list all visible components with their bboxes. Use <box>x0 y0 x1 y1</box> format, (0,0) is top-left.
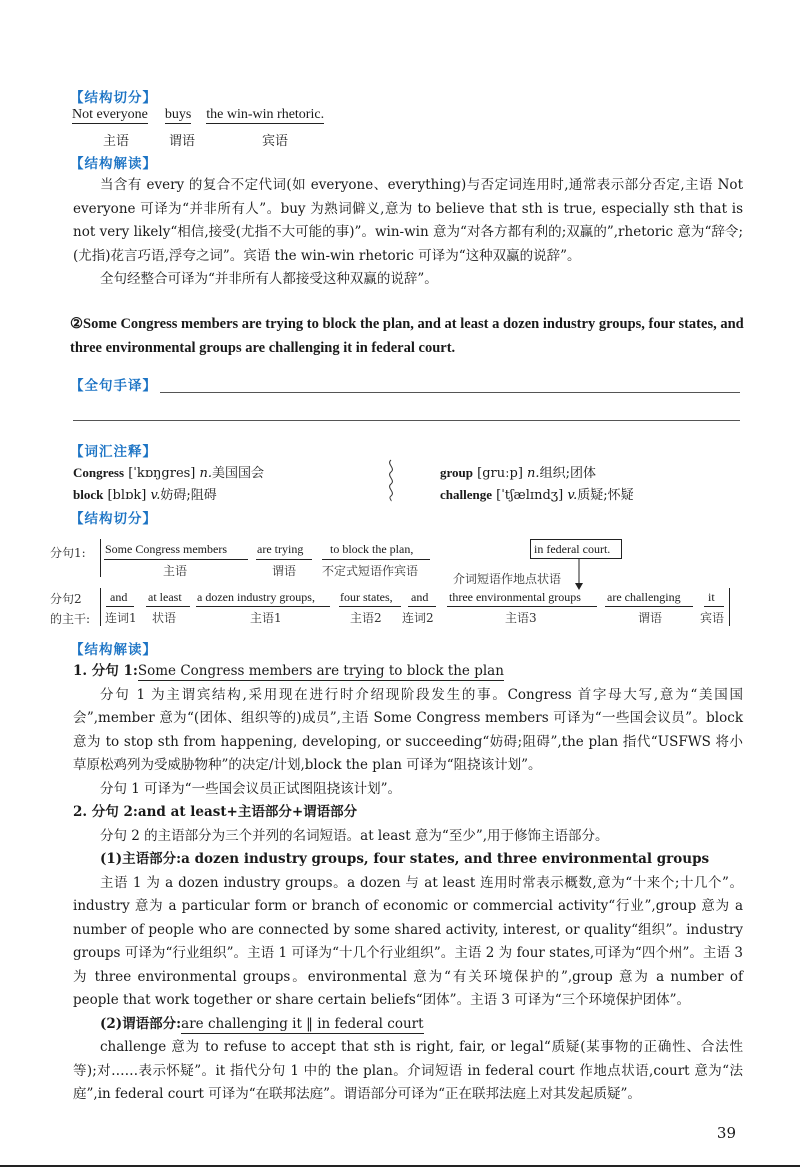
split-part-subject: Not everyone <box>72 107 148 122</box>
split-parts-1 <box>72 107 324 123</box>
vocab-meaning: 质疑;怀疑 <box>577 488 634 503</box>
sentence-number: ② <box>70 316 83 332</box>
c2-label-subject3: 主语3 <box>505 611 537 625</box>
c2-underline <box>196 606 330 607</box>
structure-tag-2: 【结构切分】 <box>70 511 157 527</box>
pp-text: in federal court. <box>534 542 611 556</box>
c2-underline <box>704 606 724 607</box>
vocab-pos: v. <box>150 488 161 503</box>
c1-subject: Some Congress members <box>105 542 227 556</box>
vocab-phonetic: [ˈtʃælɪndʒ] <box>496 488 564 503</box>
analysis-tag-1: 【结构解读】 <box>70 156 157 172</box>
analysis-block-1 <box>73 174 743 292</box>
c2-underline <box>447 606 597 607</box>
vocab-phonetic: [gruːp] <box>477 466 523 481</box>
vocab-pos: v. <box>567 488 578 503</box>
vocab-word: Congress <box>73 465 125 480</box>
clause1-heading-sentence: Some Congress members are trying to block the plan <box>137 663 504 679</box>
translation-tag: 【全句手译】 <box>70 378 157 394</box>
vocab-tag: 【词汇注释】 <box>70 444 157 460</box>
c1-label-object: 不定式短语作宾语 <box>322 564 419 578</box>
vocab-word: group <box>440 465 473 480</box>
vocab-word: block <box>73 487 104 502</box>
arrow-down-icon <box>574 559 584 591</box>
clause2-predicate-heading <box>73 1013 743 1037</box>
c2-label-object: 宾语 <box>700 611 725 625</box>
c2-conj1: and <box>110 590 128 604</box>
vocab-meaning: 妨碍;阻碍 <box>160 488 217 503</box>
clause2-label-a: 分句2 <box>50 592 82 606</box>
c1-object-underline <box>322 559 430 560</box>
clause2-subject-analysis: 主语 1 为 a dozen industry groups。a dozen 与 at least 连用时常表示概数,意为“十来个;十几个”。industry 意为 a particular form or branch of economic or commercial activity“行业”,group 意为 a number of people who are connected by some shared activity, interest, or quality“组织”。industry groups 可译为“行业组织”。主语 1 可译为“十几个行业组织”。主语 2 为 four states,可译为“四个州”。主语 3 为 three environmental groups。environmental 意为“有关环境保护的”,group 意为 a number of people that work together or share certain beliefs“团体”。主语 3 可译为“三个环境保护团体”。 <box>73 874 743 1008</box>
vocab-meaning: 组织;团体 <box>539 466 596 481</box>
c2-subject2: four states, <box>340 590 393 604</box>
clause2-predicate-analysis: challenge 意为 to refuse to accept that sth is right, fair, or legal“质疑(某事物的正确性、合法性等);对……表示怀疑”。it 指代分句 1 中的 the plan。介词短语 in federal court 作地点状语,court 意为“法庭”,in federal court 可译为“在联邦法庭”。谓语部分可译为“正在联邦法庭上对其发起质疑”。 <box>73 1039 743 1102</box>
c2-label-conj1: 连词1 <box>105 611 137 625</box>
c2-subject3: three environmental groups <box>449 590 581 604</box>
vocab-entry <box>73 484 217 503</box>
vocab-meaning: 美国国会 <box>212 466 265 481</box>
c1-predicate: are trying <box>257 542 304 556</box>
analysis-tag-2: 【结构解读】 <box>70 642 157 658</box>
clause1-heading <box>73 660 743 684</box>
predicate-heading-prefix: (2)谓语部分: <box>100 1015 182 1032</box>
sentence-text: Some Congress members are trying to block the plan, and at least a dozen industry groups, four states, and three environmental groups are challenging it in federal court. <box>70 316 744 356</box>
clause2-heading: 2. 分句 2:and at least+主语部分+谓语部分 <box>73 804 358 820</box>
translation-line-2 <box>73 420 740 421</box>
label-predicate: 谓语 <box>169 134 196 149</box>
analysis-block-2 <box>73 660 743 1107</box>
label-subject: 主语 <box>103 134 130 149</box>
structure-tag-1: 【结构切分】 <box>70 90 157 106</box>
vocab-pos: n. <box>199 466 213 481</box>
c2-subject1: a dozen industry groups, <box>197 590 315 604</box>
predicate-heading-text: are challenging it ‖ in federal court <box>181 1015 424 1032</box>
clause2-subject-heading: (1)主语部分:a dozen industry groups, four states, and three environmental groups <box>100 851 710 867</box>
c2-underline <box>106 606 134 607</box>
vocab-entry <box>440 462 596 481</box>
c2-object: it <box>708 590 715 604</box>
vocab-word: challenge <box>440 487 492 502</box>
c2-underline <box>408 606 436 607</box>
vocab-entry <box>73 462 264 481</box>
vocab-entry <box>440 484 634 503</box>
clause1-analysis: 分句 1 为主谓宾结构,采用现在进行时介绍现阶段发生的事。Congress 首字母大写,意为“美国国会”,member 意为“(团体、组织等的)成员”,主语 Some Congress members 可译为“一些国会议员”。block 意为 to stop sth from happening, developing, or succeeding“妨碍;阻碍”,the plan 指代“USFWS 将小草原松鸡列为受威胁物种”的决定/计划,block the plan 可译为“阻挠该计划”。 <box>73 686 743 773</box>
vocab-phonetic: [ˈkɒŋgres] <box>128 466 196 481</box>
c1-label-predicate: 谓语 <box>272 564 297 578</box>
vocab-pos: n. <box>527 466 540 481</box>
c2-conj2: and <box>411 590 429 604</box>
c2-label-adverbial: 状语 <box>152 611 177 625</box>
page-number: 39 <box>716 1124 736 1142</box>
c2-adverbial: at least <box>148 590 182 604</box>
split-part-object: the win-win rhetoric. <box>206 107 325 122</box>
c2-underline <box>339 606 401 607</box>
c1-object: to block the plan, <box>330 542 414 556</box>
clause2-label-b: 的主干: <box>50 612 91 626</box>
c2-label-predicate: 谓语 <box>638 611 663 625</box>
c2-label-subject2: 主语2 <box>350 611 382 625</box>
c2-predicate: are challenging <box>607 590 681 604</box>
clause1-translation: 分句 1 可译为“一些国会议员正试图阻挠该计划”。 <box>100 780 401 797</box>
c1-predicate-underline <box>256 559 312 560</box>
c2-label-subject1: 主语1 <box>250 611 282 625</box>
sentence-2 <box>70 312 750 360</box>
pp-label: 介词短语作地点状语 <box>453 572 562 586</box>
footer-rule <box>0 1165 800 1167</box>
c2-label-conj2: 连词2 <box>402 611 434 625</box>
translation-line-1 <box>160 392 740 393</box>
c2-underline <box>146 606 190 607</box>
analysis-conclusion: 全句经整合可译为“并非所有人都接受这种双赢的说辞”。 <box>100 271 438 287</box>
analysis-paragraph: 当含有 every 的复合不定代词(如 everyone、everything)与否定词连用时,通常表示部分否定,主语 Not everyone 可译为“并非所有人”。buy 为熟词僻义,意为 to believe that sth is true, especially sth that is not very likely“相信,接受(尤指不大可能的事)”。win-win 意为“对各方都有利的;双赢的”,rhetoric 意为“辞令;(尤指)花言巧语,浮夸之词”。宾语 the win-win rhetoric 可译为“这种双赢的说辞”。 <box>73 177 743 264</box>
vocab-phonetic: [blɒk] <box>107 488 147 503</box>
c2-underline <box>605 606 693 607</box>
c1-subject-underline <box>104 559 248 560</box>
clause2-intro: 分句 2 的主语部分为三个并列的名词短语。at least 意为“至少”,用于修饰主语部分。 <box>100 827 609 844</box>
c1-label-subject: 主语 <box>163 564 188 578</box>
label-object: 宾语 <box>262 134 289 149</box>
decorative-divider <box>384 458 398 502</box>
clause1-heading-prefix: 1. 分句 1: <box>73 663 138 679</box>
split-part-predicate: buys <box>164 107 192 122</box>
clause1-label: 分句1: <box>50 546 86 560</box>
